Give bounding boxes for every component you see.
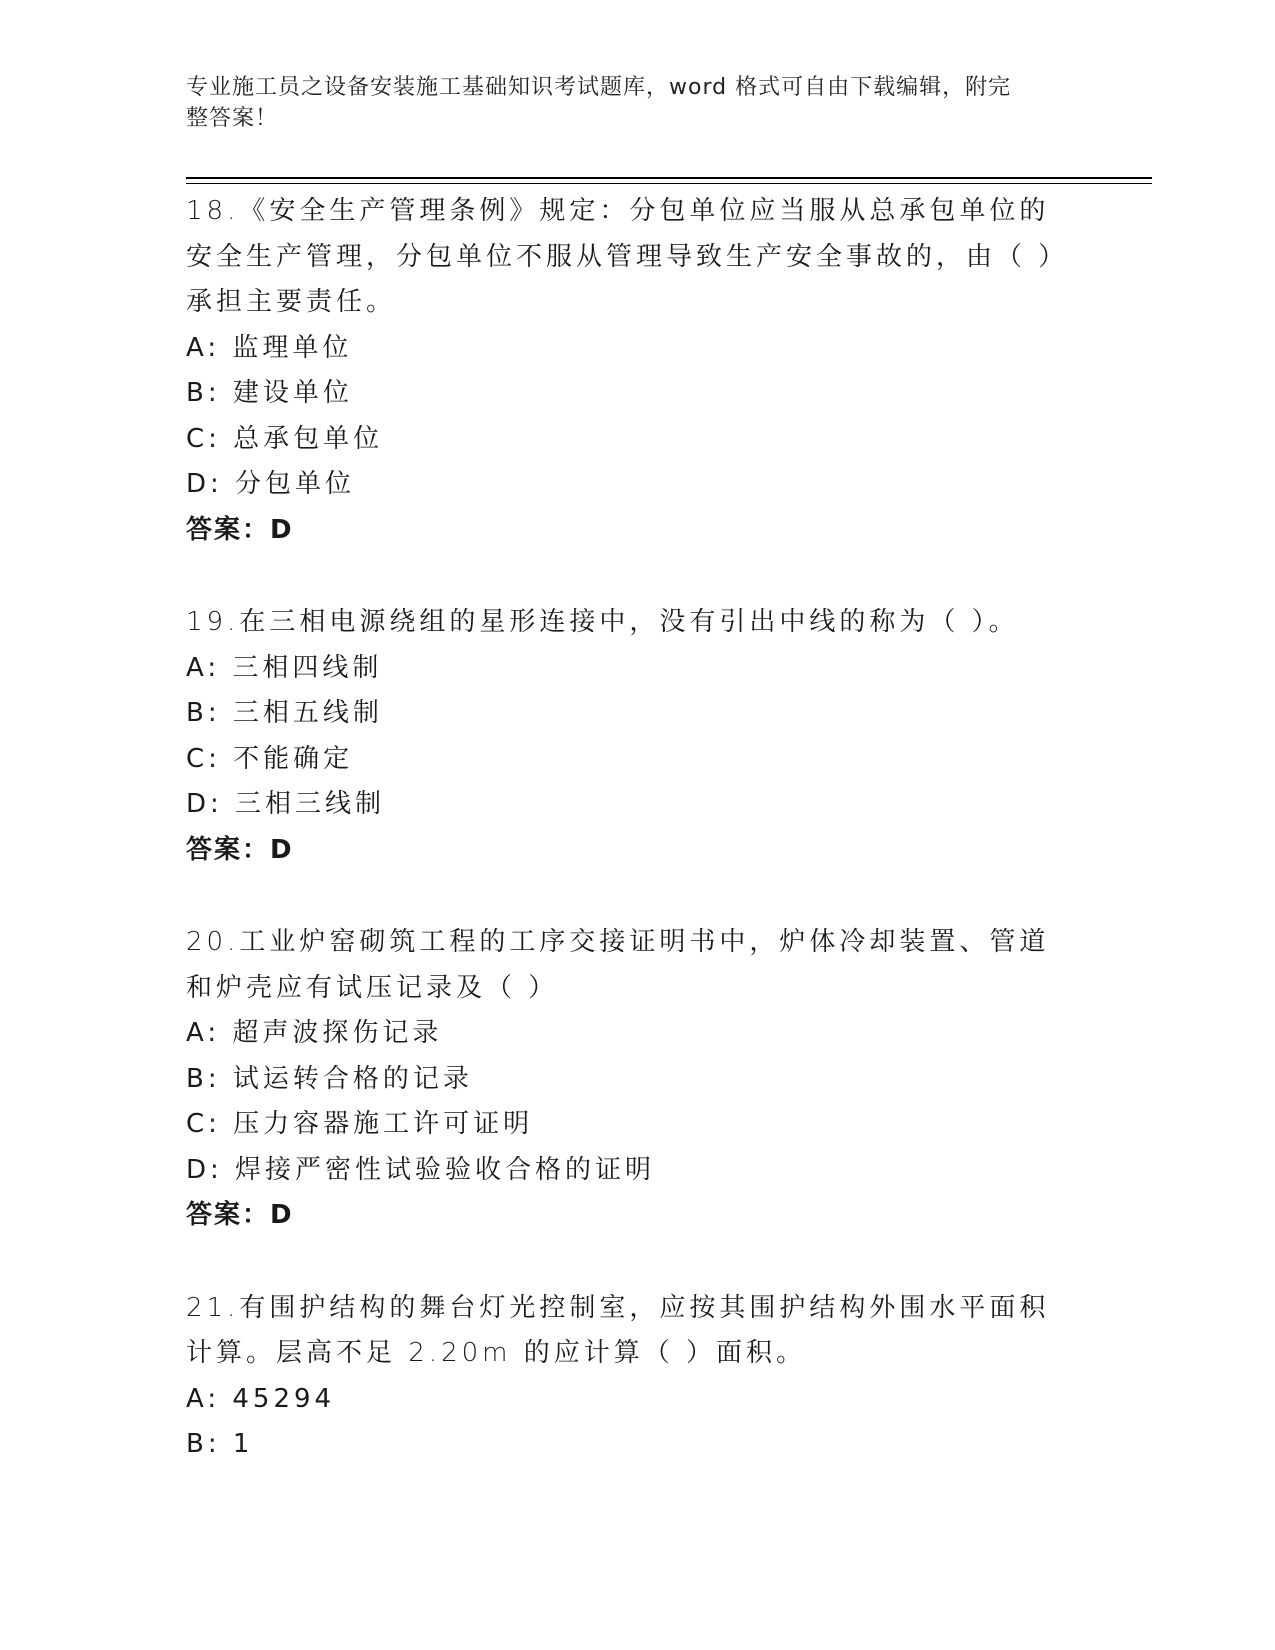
question-21	[186, 1286, 1066, 1468]
question-20	[186, 920, 1066, 1239]
option-d: D: 焊接严密性试验验收合格的证明	[186, 1154, 656, 1185]
question-text: 20.工业炉窑砌筑工程的工序交接证明书中，炉体冷却装置、管道和炉壳应有试压记录及（ ）	[186, 927, 1050, 1003]
option-c: C: 不能确定	[186, 743, 354, 774]
header-line-1: 专业施工员之设备安装施工基础知识考试题库，word 格式可自由下载编辑，附完	[186, 75, 1012, 100]
option-a: A: 45294	[186, 1383, 336, 1414]
option-c: C: 总承包单位	[186, 423, 384, 454]
option-b: B: 三相五线制	[186, 698, 383, 728]
answer: 答案：D	[186, 834, 294, 865]
question-list	[186, 189, 1066, 1515]
option-d: D: 分包单位	[186, 469, 356, 499]
header-divider-thin	[186, 183, 1152, 184]
answer: 答案：D	[186, 1200, 294, 1230]
option-d: D: 三相三线制	[186, 789, 386, 819]
option-a: A: 超声波探伤记录	[186, 1018, 443, 1048]
option-a: A: 监理单位	[186, 332, 353, 363]
question-text: 21.有围护结构的舞台灯光控制室，应按其围护结构外围水平面积计算。层高不足 2.20m 的应计算（ ）面积。	[186, 1292, 1050, 1368]
document-header	[186, 72, 1066, 134]
question-text: 19.在三相电源绕组的星形连接中，没有引出中线的称为（ ）。	[186, 607, 1019, 637]
question-19	[186, 600, 1066, 873]
question-text: 18.《安全生产管理条例》规定：分包单位应当服从总承包单位的安全生产管理，分包单位不服从管理导致生产安全事故的，由（ ）承担主要责任。	[186, 196, 1056, 317]
answer: 答案：D	[186, 514, 294, 545]
option-b: B: 试运转合格的记录	[186, 1063, 473, 1094]
header-divider-thick	[186, 177, 1152, 179]
option-c: C: 压力容器施工许可证明	[186, 1109, 534, 1139]
option-a: A: 三相四线制	[186, 652, 383, 683]
question-18	[186, 189, 1066, 553]
option-b: B: 1	[186, 1429, 254, 1459]
option-b: B: 建设单位	[186, 378, 353, 408]
header-line-2: 整答案！	[186, 106, 279, 131]
